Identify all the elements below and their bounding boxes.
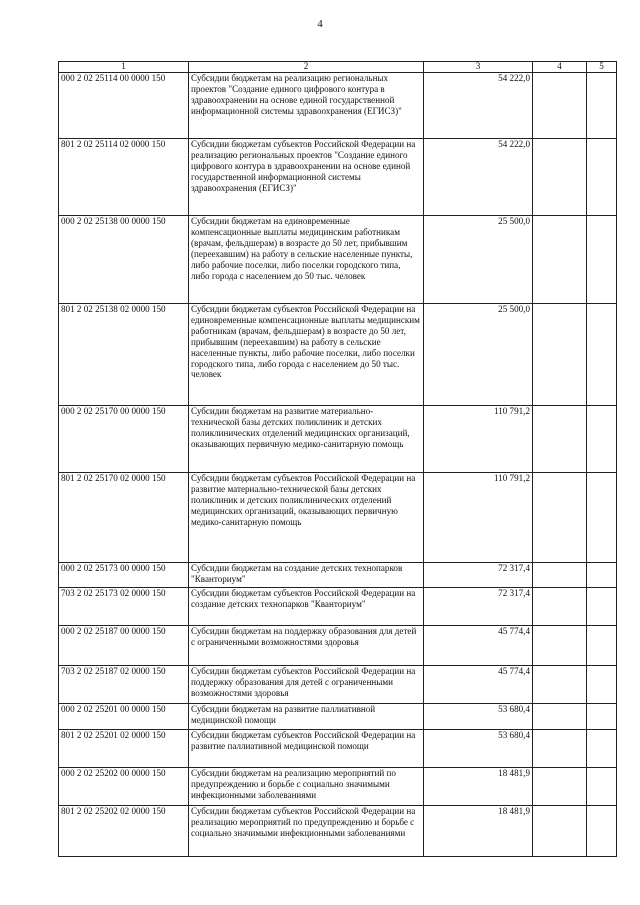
col4-cell (533, 304, 587, 406)
col4-cell (533, 730, 587, 768)
col5-cell (587, 406, 617, 473)
col5-cell (587, 73, 617, 139)
revenue-description: Субсидии бюджетам на единовременные компенсационные выплаты медицинским работникам (врачам, фельдшерам) в возрасте до 50 лет, прибывшим (переехавшим) на работу в сельские населенные пункты, либо рабочие поселки, либо поселки городского типа, либо города с населением до 50 тыс. человек (189, 216, 424, 304)
amount: 72 317,4 (424, 563, 533, 588)
col4-cell (533, 806, 587, 857)
budget-code: 000 2 02 25173 00 0000 150 (59, 563, 189, 588)
amount: 25 500,0 (424, 216, 533, 304)
amount: 25 500,0 (424, 304, 533, 406)
amount: 53 680,4 (424, 704, 533, 730)
table-header-row (59, 62, 617, 73)
budget-code: 801 2 02 25201 02 0000 150 (59, 730, 189, 768)
header-col-1: 1 (59, 62, 189, 73)
amount: 54 222,0 (424, 73, 533, 139)
revenue-description: Субсидии бюджетам на создание детских технопарков "Кванториум" (189, 563, 424, 588)
col4-cell (533, 473, 587, 563)
col4-cell (533, 139, 587, 216)
budget-code: 801 2 02 25202 02 0000 150 (59, 806, 189, 857)
budget-code: 000 2 02 25170 00 0000 150 (59, 406, 189, 473)
revenue-description: Субсидии бюджетам субъектов Российской Федерации на развитие материально-технической базы детских поликлиник и детских поликлинических отделений медицинских организаций, оказывающих первичную медико-санитарную помощь (189, 473, 424, 563)
table-row (59, 768, 617, 806)
budget-code: 801 2 02 25170 02 0000 150 (59, 473, 189, 563)
col4-cell (533, 563, 587, 588)
table-row (59, 473, 617, 563)
col5-cell (587, 216, 617, 304)
amount: 53 680,4 (424, 730, 533, 768)
col4-cell (533, 406, 587, 473)
col5-cell (587, 666, 617, 704)
header-col-4: 4 (533, 62, 587, 73)
table-row (59, 563, 617, 588)
revenue-description: Субсидии бюджетам на поддержку образования для детей с ограниченными возможностями здоровья (189, 626, 424, 666)
budget-code: 000 2 02 25202 00 0000 150 (59, 768, 189, 806)
col4-cell (533, 588, 587, 626)
col5-cell (587, 473, 617, 563)
col4-cell (533, 666, 587, 704)
amount: 18 481,9 (424, 768, 533, 806)
amount: 45 774,4 (424, 626, 533, 666)
table-row (59, 730, 617, 768)
revenue-description: Субсидии бюджетам на реализацию мероприятий по предупреждению и борьбе с социально значимыми инфекционными заболеваниями (189, 768, 424, 806)
header-col-2: 2 (189, 62, 424, 73)
revenue-description: Субсидии бюджетам на развитие паллиативной медицинской помощи (189, 704, 424, 730)
budget-code: 801 2 02 25114 02 0000 150 (59, 139, 189, 216)
budget-code: 703 2 02 25173 02 0000 150 (59, 588, 189, 626)
table-row (59, 588, 617, 626)
col4-cell (533, 768, 587, 806)
budget-code: 703 2 02 25187 02 0000 150 (59, 666, 189, 704)
revenue-description: Субсидии бюджетам на реализацию региональных проектов "Создание единого цифрового контура в здравоохранении на основе единой государственной информационной системы здравоохранения (ЕГИСЗ)" (189, 73, 424, 139)
table-row (59, 73, 617, 139)
amount: 72 317,4 (424, 588, 533, 626)
header-col-5: 5 (587, 62, 617, 73)
col4-cell (533, 73, 587, 139)
page-number: 4 (317, 18, 323, 30)
table-row (59, 406, 617, 473)
revenue-description: Субсидии бюджетам субъектов Российской Федерации на реализацию региональных проектов "Создание единого цифрового контура в здравоохранении на основе единой государственной информационной системы здравоохранения (ЕГИСЗ)" (189, 139, 424, 216)
col4-cell (533, 704, 587, 730)
col4-cell (533, 626, 587, 666)
amount: 18 481,9 (424, 806, 533, 857)
budget-code: 801 2 02 25138 02 0000 150 (59, 304, 189, 406)
amount: 45 774,4 (424, 666, 533, 704)
revenue-description: Субсидии бюджетам субъектов Российской Федерации на единовременные компенсационные выплаты медицинским работникам (врачам, фельдшерам) в возрасте до 50 лет, прибывшим (переехавшим) на работу в сельские населенные пункты, либо рабочие поселки, либо поселки городского типа, либо города с населением до 50 тыс. человек (189, 304, 424, 406)
table-row (59, 666, 617, 704)
table-row (59, 626, 617, 666)
revenue-description: Субсидии бюджетам на развитие материально-технической базы детских поликлиник и детских поликлинических отделений медицинских организаций, оказывающих первичную медико-санитарную помощь (189, 406, 424, 473)
col5-cell (587, 626, 617, 666)
revenue-description: Субсидии бюджетам субъектов Российской Федерации на поддержку образования для детей с ограниченными возможностями здоровья (189, 666, 424, 704)
budget-code: 000 2 02 25114 00 0000 150 (59, 73, 189, 139)
amount: 54 222,0 (424, 139, 533, 216)
revenue-description: Субсидии бюджетам субъектов Российской Федерации на развитие паллиативной медицинской помощи (189, 730, 424, 768)
budget-revenue-table (58, 61, 617, 857)
budget-code: 000 2 02 25138 00 0000 150 (59, 216, 189, 304)
col5-cell (587, 139, 617, 216)
col5-cell (587, 704, 617, 730)
revenue-description: Субсидии бюджетам субъектов Российской Федерации на создание детских технопарков "Кванториум" (189, 588, 424, 626)
col5-cell (587, 304, 617, 406)
table-row (59, 806, 617, 857)
amount: 110 791,2 (424, 473, 533, 563)
table-row (59, 704, 617, 730)
table-row (59, 216, 617, 304)
revenue-description: Субсидии бюджетам субъектов Российской Федерации на реализацию мероприятий по предупреждению и борьбе с социально значимыми инфекционными заболеваниями (189, 806, 424, 857)
table-row (59, 304, 617, 406)
budget-code: 000 2 02 25187 00 0000 150 (59, 626, 189, 666)
col5-cell (587, 563, 617, 588)
col4-cell (533, 216, 587, 304)
col5-cell (587, 730, 617, 768)
header-col-3: 3 (424, 62, 533, 73)
col5-cell (587, 768, 617, 806)
table-row (59, 139, 617, 216)
col5-cell (587, 588, 617, 626)
budget-code: 000 2 02 25201 00 0000 150 (59, 704, 189, 730)
amount: 110 791,2 (424, 406, 533, 473)
col5-cell (587, 806, 617, 857)
